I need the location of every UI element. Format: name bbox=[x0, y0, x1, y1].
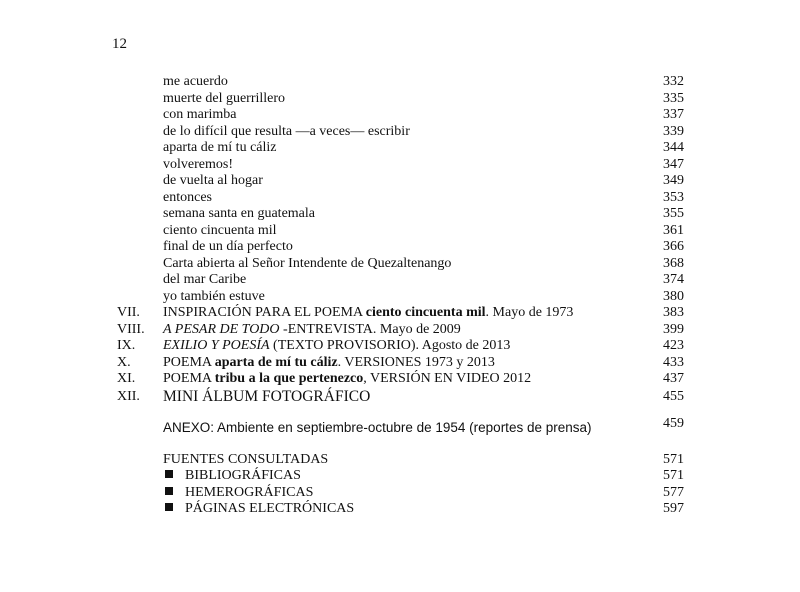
source-item-title: PÁGINAS ELECTRÓNICAS bbox=[185, 501, 355, 516]
chapter-number: IX. bbox=[117, 338, 136, 353]
chapter-title-part: . Mayo de 1973 bbox=[485, 305, 574, 320]
annex-page: 459 bbox=[663, 415, 684, 431]
chapter-title-italic: EXILIO Y POESÍA bbox=[163, 338, 270, 353]
chapter-number: XI. bbox=[117, 371, 136, 386]
toc-entry-title: de lo difícil que resulta —a veces— escribir bbox=[163, 123, 410, 139]
sources-entry bbox=[0, 452, 800, 469]
toc-entry-page: 335 bbox=[663, 90, 684, 106]
square-bullet-icon bbox=[165, 487, 173, 495]
toc-entry-page: 355 bbox=[663, 206, 684, 221]
source-item-label bbox=[163, 485, 313, 502]
table-of-contents bbox=[0, 74, 800, 518]
chapter-title-part: POEMA bbox=[163, 371, 215, 386]
chapter-title-bold: tribu a la que pertenezco bbox=[214, 371, 364, 386]
toc-entry-title: del mar Caribe bbox=[163, 272, 247, 287]
chapter-page: 399 bbox=[663, 321, 684, 337]
toc-entry-title: yo también estuve bbox=[163, 288, 265, 304]
toc-entry bbox=[0, 239, 800, 256]
toc-entry bbox=[0, 107, 800, 124]
toc-entry bbox=[0, 190, 800, 207]
toc-entry-page: 374 bbox=[663, 272, 684, 287]
chapter-entry-ix bbox=[0, 338, 800, 355]
chapter-page: 437 bbox=[663, 371, 684, 386]
chapter-page: 433 bbox=[663, 354, 684, 370]
toc-entry bbox=[0, 140, 800, 157]
toc-entry-title: Carta abierta al Señor Intendente de Quezaltenango bbox=[163, 255, 452, 271]
toc-entry bbox=[0, 272, 800, 289]
toc-entry-page: 347 bbox=[663, 156, 684, 172]
chapter-title-part: POEMA bbox=[163, 354, 215, 370]
chapter-entry-xii bbox=[0, 388, 800, 406]
chapter-number: VIII. bbox=[117, 321, 145, 337]
toc-entry bbox=[0, 74, 800, 91]
toc-entry-title: final de un día perfecto bbox=[163, 239, 293, 254]
toc-entry-page: 337 bbox=[663, 107, 684, 122]
square-bullet-icon bbox=[165, 470, 173, 478]
toc-entry-title: entonces bbox=[163, 189, 212, 205]
toc-entry-page: 344 bbox=[663, 140, 684, 155]
source-item-label bbox=[163, 468, 301, 485]
toc-entry-title: semana santa en guatemala bbox=[163, 206, 315, 221]
toc-entry-page: 368 bbox=[663, 255, 684, 271]
toc-entry bbox=[0, 206, 800, 223]
chapter-page: 455 bbox=[663, 388, 684, 404]
toc-entry-page: 353 bbox=[663, 189, 684, 205]
source-item-page: 597 bbox=[663, 501, 684, 516]
chapter-number: X. bbox=[117, 354, 131, 370]
chapter-number: XII. bbox=[117, 388, 140, 404]
toc-entry-title: de vuelta al hogar bbox=[163, 173, 263, 188]
chapter-page: 383 bbox=[663, 305, 684, 320]
toc-entry-page: 361 bbox=[663, 222, 684, 238]
page-number: 12 bbox=[112, 36, 127, 52]
toc-entry-title: aparta de mí tu cáliz bbox=[163, 140, 277, 155]
chapter-title-italic: A PESAR DE TODO bbox=[163, 321, 280, 337]
toc-entry-title: con marimba bbox=[163, 107, 237, 122]
chapter-title bbox=[163, 338, 510, 355]
chapter-title-part: . VERSIONES 1973 y 2013 bbox=[337, 354, 495, 370]
toc-entry bbox=[0, 223, 800, 240]
source-item-page: 571 bbox=[663, 468, 684, 483]
source-item-title: BIBLIOGRÁFICAS bbox=[185, 468, 301, 483]
chapter-title: MINI ÁLBUM FOTOGRÁFICO bbox=[163, 387, 371, 405]
spacer bbox=[0, 442, 800, 452]
chapter-entry-xi bbox=[0, 371, 800, 388]
toc-entry-page: 366 bbox=[663, 239, 684, 254]
chapter-title bbox=[163, 371, 531, 388]
annex-entry bbox=[0, 415, 800, 442]
chapter-entry-vii bbox=[0, 305, 800, 322]
chapter-title-part: (TEXTO PROVISORIO). Agosto de 2013 bbox=[269, 338, 511, 353]
toc-entry bbox=[0, 173, 800, 190]
sources-page: 571 bbox=[663, 451, 684, 467]
toc-entry bbox=[0, 91, 800, 108]
chapter-title-part: , VERSIÓN EN VIDEO 2012 bbox=[363, 371, 532, 386]
toc-entry-page: 339 bbox=[663, 123, 684, 139]
chapter-title-part: INSPIRACIÓN PARA EL POEMA bbox=[163, 305, 366, 320]
toc-entry bbox=[0, 157, 800, 174]
chapter-title bbox=[163, 305, 573, 322]
chapter-number: VII. bbox=[117, 305, 140, 320]
chapter-page: 423 bbox=[663, 338, 684, 353]
toc-entry bbox=[0, 124, 800, 141]
toc-entry-title: me acuerdo bbox=[163, 74, 228, 89]
toc-entry-title: ciento cincuenta mil bbox=[163, 222, 277, 238]
square-bullet-icon bbox=[165, 503, 173, 511]
toc-entry-title: muerte del guerrillero bbox=[163, 90, 286, 106]
source-item bbox=[0, 501, 800, 518]
toc-entry bbox=[0, 256, 800, 273]
annex-title: ANEXO: Ambiente en septiembre-octubre de 1954 (reportes de prensa) bbox=[163, 419, 592, 435]
toc-entry bbox=[0, 289, 800, 306]
source-item bbox=[0, 468, 800, 485]
toc-entry-page: 349 bbox=[663, 173, 684, 188]
source-item-page: 577 bbox=[663, 484, 684, 500]
chapter-entry-viii bbox=[0, 322, 800, 339]
sources-title: FUENTES CONSULTADAS bbox=[163, 451, 329, 467]
source-item-label bbox=[163, 501, 354, 518]
toc-entry-title: volveremos! bbox=[163, 156, 233, 172]
source-item bbox=[0, 485, 800, 502]
chapter-title-bold: ciento cincuenta mil bbox=[365, 305, 486, 320]
toc-entry-page: 332 bbox=[663, 74, 684, 89]
toc-entry-page: 380 bbox=[663, 288, 684, 304]
chapter-title bbox=[163, 322, 461, 339]
source-item-title: HEMEROGRÁFICAS bbox=[185, 484, 314, 500]
chapter-entry-x bbox=[0, 355, 800, 372]
chapter-title-part: -ENTREVISTA. Mayo de 2009 bbox=[279, 321, 461, 337]
chapter-title-bold: aparta de mí tu cáliz bbox=[214, 354, 338, 370]
chapter-title bbox=[163, 355, 495, 372]
